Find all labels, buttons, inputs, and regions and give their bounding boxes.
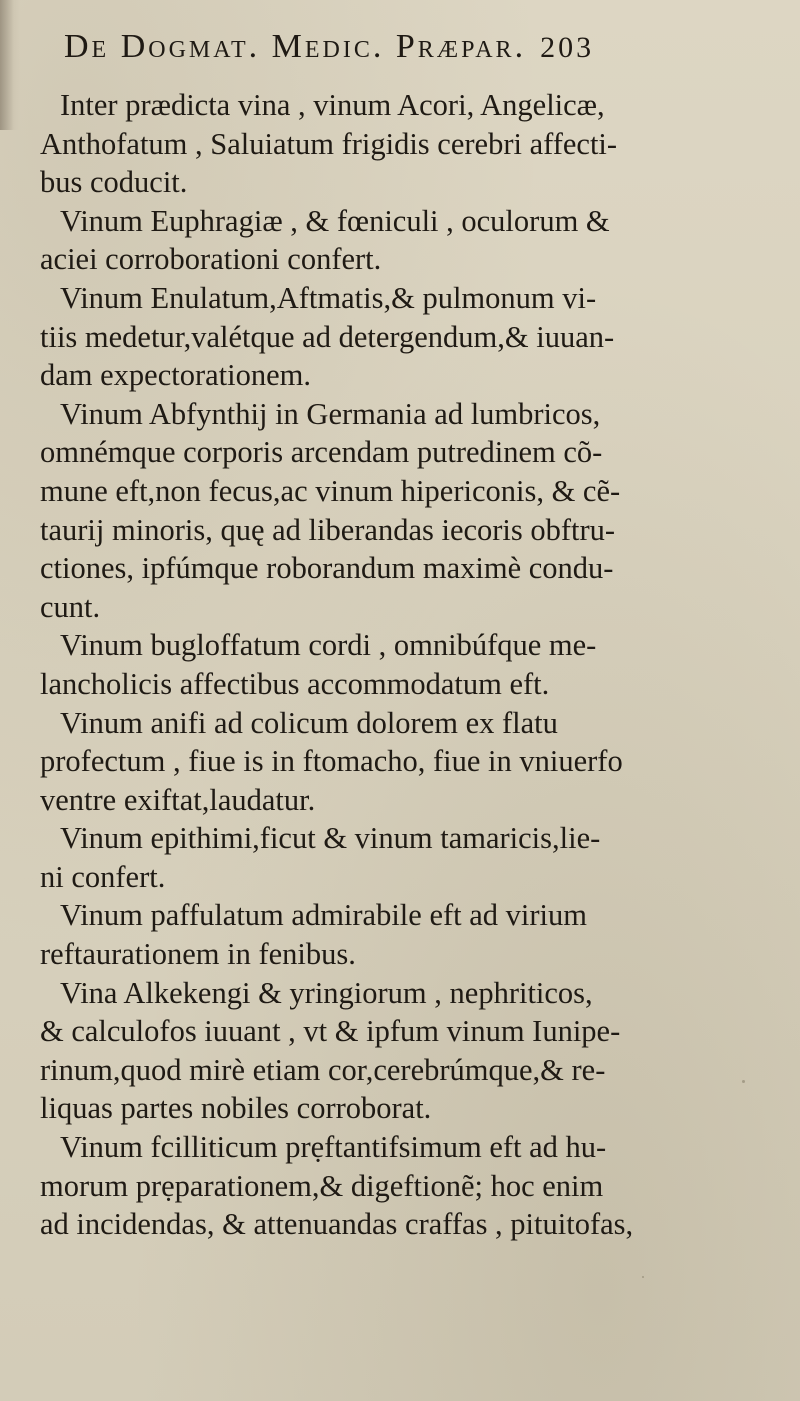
text-line: Vinum epithimi,ficut & vinum tamaricis,lie- (60, 821, 601, 856)
text-line: liquas partes nobiles corroborat. (40, 1091, 432, 1126)
text-line: Vinum Euphragiæ , & fœniculi , oculorum & (60, 203, 610, 238)
text-line: morum prẹparationem,& digeftionẽ; hoc enim (40, 1168, 604, 1203)
text-line: cunt. (40, 589, 101, 624)
page-number: 203 (540, 31, 595, 64)
text-line: reftaurationem in fenibus. (40, 937, 356, 972)
running-head-title: De Dogmat. Medic. Præpar. (64, 28, 527, 65)
text-block (40, 28, 780, 1244)
text-line: profectum , fiue is in ftomacho, fiue in vniuerfo (40, 744, 623, 779)
text-line: Vinum Enulatum,Aftmatis,& pulmonum vi- (60, 280, 597, 315)
text-line: Vinum bugloffatum cordi , omnibúfque me- (60, 628, 597, 663)
page-gutter-shadow (0, 0, 20, 130)
running-head (64, 28, 780, 76)
text-line: Anthofatum , Saluiatum frigidis cerebri affecti- (40, 126, 618, 161)
text-line: bus coducit. (40, 165, 188, 200)
text-line: taurij minoris, quę ad liberandas iecoris obftru- (40, 512, 616, 547)
paper-speck (642, 1276, 644, 1278)
text-line: Vinum fcilliticum prẹftantifsimum eft ad hu- (60, 1130, 607, 1165)
text-line: Vinum Abfynthij in Germania ad lumbricos, (60, 396, 601, 431)
text-line: dam expectorationem. (40, 358, 312, 393)
body-text (40, 86, 780, 1244)
text-line: Vinum paffulatum admirabile eft ad virium (60, 898, 587, 933)
text-line: Vina Alkekengi & yringiorum , nephriticos, (60, 975, 593, 1010)
text-line: Inter prædicta vina , vinum Acori, Angelicæ, (60, 88, 605, 122)
text-line: tiis medetur,valétque ad detergendum,& iuuan- (40, 319, 615, 354)
text-line: rinum,quod mirè etiam cor,cerebrúmque,& re- (40, 1052, 606, 1087)
text-line: mune eft,non fecus,ac vinum hipericonis, & cẽ- (40, 473, 621, 508)
text-line: lancholicis affectibus accommodatum eft. (40, 666, 550, 701)
text-line: Vinum anifi ad colicum dolorem ex flatu (60, 705, 558, 740)
text-line: ni confert. (40, 859, 166, 894)
text-line: ventre exiftat,laudatur. (40, 782, 316, 817)
text-line: ad incidendas, & attenuandas craffas , pituitofas, (40, 1207, 634, 1242)
text-line: omnémque corporis arcendam putredinem cõ- (40, 435, 603, 470)
paper-speck (742, 1080, 745, 1083)
text-line: ctiones, ipfúmque roborandum maximè condu- (40, 551, 614, 586)
text-line: aciei corroborationi confert. (40, 242, 382, 277)
text-line: & calculofos iuuant , vt & ipfum vinum Iunipe- (40, 1014, 621, 1049)
